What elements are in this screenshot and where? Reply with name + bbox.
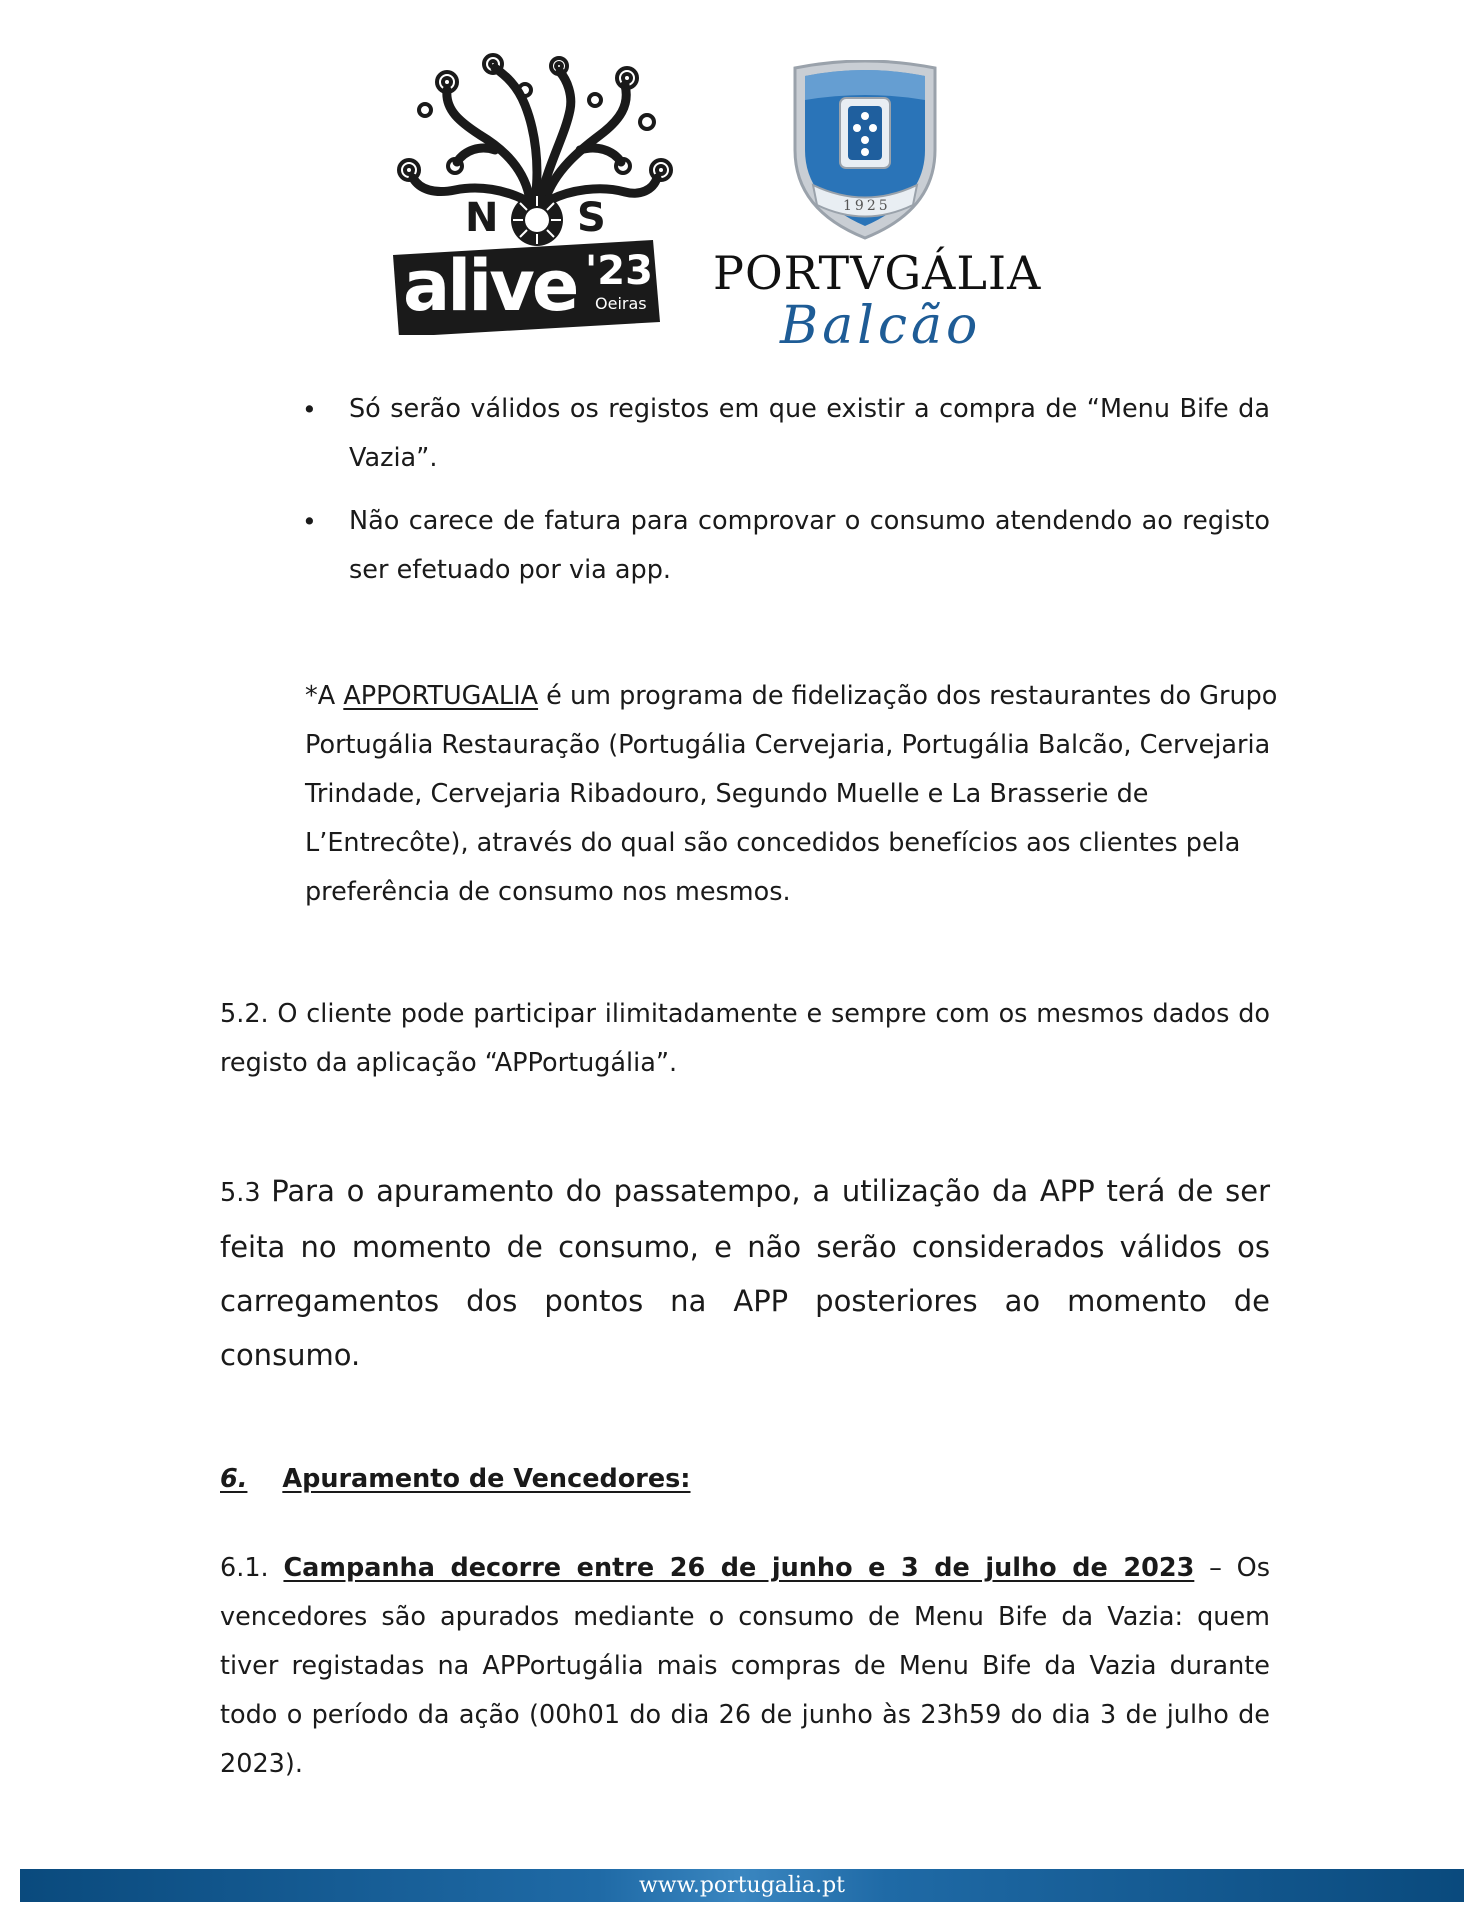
bullet-text: Não carece de fatura para comprovar o consumo atendendo ao registo ser efetuado por via app.: [349, 506, 1270, 585]
bullet-item: [302, 385, 1270, 485]
footer-website-link[interactable]: www.portugalia.pt: [638, 1873, 846, 1898]
portugalia-shield-year: 1925: [843, 198, 891, 214]
section-5-3-text: Para o apuramento do passatempo, a utilização da APP terá de ser feita no momento de consumo, e não serão considerados válidos os carregamentos dos pontos na APP posteriores ao momento de consumo.: [220, 1174, 1270, 1372]
section-5-3: [220, 1164, 1270, 1382]
nos-alive-logo: [385, 50, 675, 335]
apportugalia-note: [305, 672, 1295, 917]
portugalia-wordmark: PORTVGÁLIA: [713, 246, 1042, 300]
alive-year: '23: [585, 248, 653, 294]
section-6-number: 6.: [220, 1464, 248, 1494]
section-6-1-campaign-dates: Campanha decorre entre 26 de junho e 3 de julho de 2023: [283, 1553, 1195, 1583]
section-6-1: [220, 1544, 1270, 1789]
section-5-2: 5.2. O cliente pode participar ilimitadamente e sempre com os mesmos dados do registo da aplicação “APPortugália”.: [220, 999, 1270, 1078]
apportugalia-link[interactable]: APPORTUGALIA: [343, 681, 539, 711]
portugalia-logo: [705, 60, 1042, 360]
section-6-heading: [220, 1455, 691, 1504]
section-6-title: Apuramento de Vencedores:: [282, 1464, 691, 1494]
bullet-item: [302, 497, 1270, 597]
alive-city: Oeiras: [595, 294, 647, 313]
bullet-symbol: •: [302, 395, 317, 424]
section-6-1-number: 6.1.: [220, 1553, 284, 1583]
section-6-1-text: – Os vencedores são apurados mediante o consumo de Menu Bife da Vazia: quem tiver registadas na APPortugália mais compras de Menu Bife da Vazia durante todo o período da ação (00h01 do dia 26 de junho às 23h59 do dia 3 de julho de 2023).: [220, 1553, 1270, 1779]
bullet-text: Só serão válidos os registos em que existir a compra de “Menu Bife da Vazia”.: [349, 394, 1270, 473]
bullet-symbol: •: [302, 507, 317, 536]
nos-right-letter: S: [577, 195, 606, 241]
alive-wordmark: alive: [403, 245, 577, 327]
nos-left-letter: N: [465, 195, 499, 241]
portugalia-balcao-script: Balcão: [780, 296, 982, 356]
footer-bar: [20, 1869, 1464, 1902]
note-text: é um programa de fidelização dos restaurantes do Grupo Portugália Restauração (Portugália Cervejaria, Portugália Balcão, Cervejaria Trindade, Cervejaria Ribadouro, Segundo Muelle e La Brasserie de L’Entrecôte), através do qual são concedidos benefícios aos clientes pela preferência de consumo nos mesmos.: [305, 681, 1278, 907]
section-5-3-number: 5.3: [220, 1178, 272, 1208]
note-prefix: *A: [305, 681, 344, 711]
